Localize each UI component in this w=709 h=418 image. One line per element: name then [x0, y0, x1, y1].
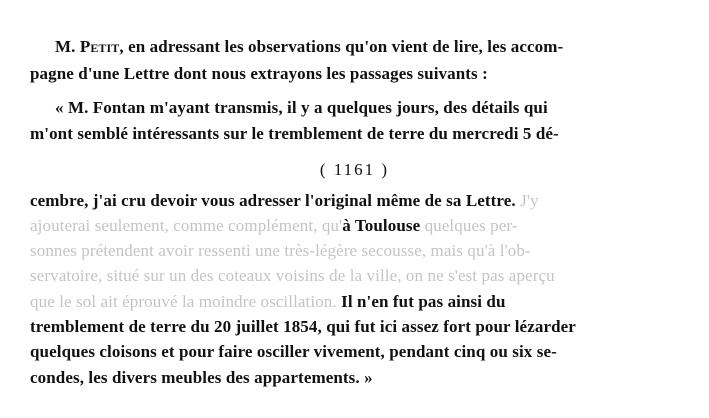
page-number: ( 1161 ) — [319, 160, 390, 179]
paragraph1-line1-text: , en adressant les observations qu'on vient de lire, les accom- — [119, 37, 564, 56]
paragraph3-line6: tremblement de terre du 20 juillet 1854, qui fut ici assez fort pour lézarder — [30, 317, 576, 336]
author-name: M. Petit — [55, 37, 120, 56]
paragraph3-line5-dark: Il n'en fut pas ainsi du — [336, 292, 506, 311]
paragraph3-line1-faded: J'y — [515, 191, 539, 210]
paragraph3-line3: sonnes prétendent avoir ressenti une très-légère secousse, mais qu'à l'ob- — [30, 241, 531, 260]
paragraph3-line1 — [30, 190, 539, 212]
paragraph3-line2-faded-b: quelques per- — [420, 216, 518, 235]
paragraph1-line2: pagne d'une Lettre dont nous extrayons les passages suivants : — [30, 64, 488, 83]
paragraph3-line2 — [30, 215, 518, 237]
paragraph3-line5 — [30, 291, 506, 313]
paragraph3-line1-dark: cembre, j'ai cru devoir vous adresser l'original même de sa Lettre. — [30, 191, 516, 210]
paragraph2-line1: « M. Fontan m'ayant transmis, il y a quelques jours, des détails qui — [55, 98, 548, 117]
paragraph3-line4: servatoire, situé sur un des coteaux voisins de la ville, on ne s'est pas aperçu — [30, 266, 555, 285]
paragraph3-line2-faded-a: ajouterai seulement, comme complément, qu' — [30, 216, 343, 235]
paragraph1-line1 — [55, 36, 563, 58]
paragraph2-line2: m'ont semblé intéressants sur le tremblement de terre du mercredi 5 dé- — [30, 124, 559, 143]
paragraph3-line5-faded: que le sol ait éprouvé la moindre oscillation. — [30, 292, 337, 311]
paragraph3-line8: condes, les divers meubles des appartements. » — [30, 368, 373, 387]
paragraph3-line7: quelques cloisons et pour faire osciller vivement, pendant cinq ou six se- — [30, 342, 557, 361]
paragraph3-line2-dark: à Toulouse — [342, 216, 421, 235]
